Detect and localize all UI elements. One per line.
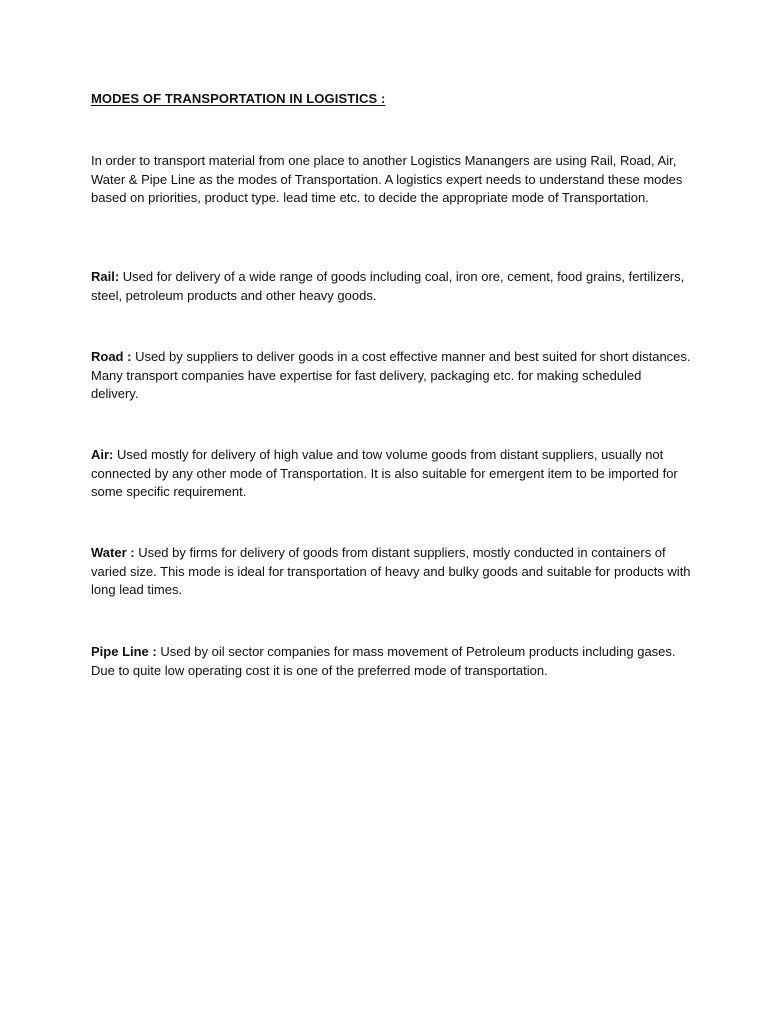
section-pipe-line-term: Pipe Line : [91, 644, 157, 659]
section-road-text: Used by suppliers to deliver goods in a cost effective manner and best suited for short distances. Many transport companies have expertise for fast delivery, packaging etc. for making scheduled delivery. [91, 349, 691, 402]
section-rail-term: Rail: [91, 269, 120, 284]
document-title: MODES OF TRANSPORTATION IN LOGISTICS : [91, 91, 386, 106]
section-water-term: Water : [91, 545, 135, 560]
section-air [91, 446, 691, 502]
section-air-term: Air: [91, 447, 114, 462]
section-water [91, 544, 691, 600]
section-water-text: Used by firms for delivery of goods from distant suppliers, mostly conducted in containers of varied size. This mode is ideal for transportation of heavy and bulky goods and suitable for products with long lead times. [91, 545, 691, 598]
section-air-text: Used mostly for delivery of high value and tow volume goods from distant suppliers, usually not connected by any other mode of Transportation. It is also suitable for emergent item to be imported for some specific requirement. [91, 447, 678, 500]
section-road-term: Road : [91, 349, 132, 364]
section-rail [91, 268, 691, 305]
intro-paragraph: In order to transport material from one place to another Logistics Manangers are using Rail, Road, Air, Water & Pipe Line as the modes of Transportation. A logistics expert needs to understand these modes based on priorities, product type. lead time etc. to decide the appropriate mode of Transportation. [91, 153, 683, 206]
section-pipe-line-text: Used by oil sector companies for mass movement of Petroleum products including gases. Due to quite low operating cost it is one of the preferred mode of transportation. [91, 644, 676, 678]
section-rail-text: Used for delivery of a wide range of goods including coal, iron ore, cement, food grains, fertilizers, steel, petroleum products and other heavy goods. [91, 269, 685, 303]
section-pipe-line [91, 643, 691, 680]
section-road [91, 348, 691, 404]
